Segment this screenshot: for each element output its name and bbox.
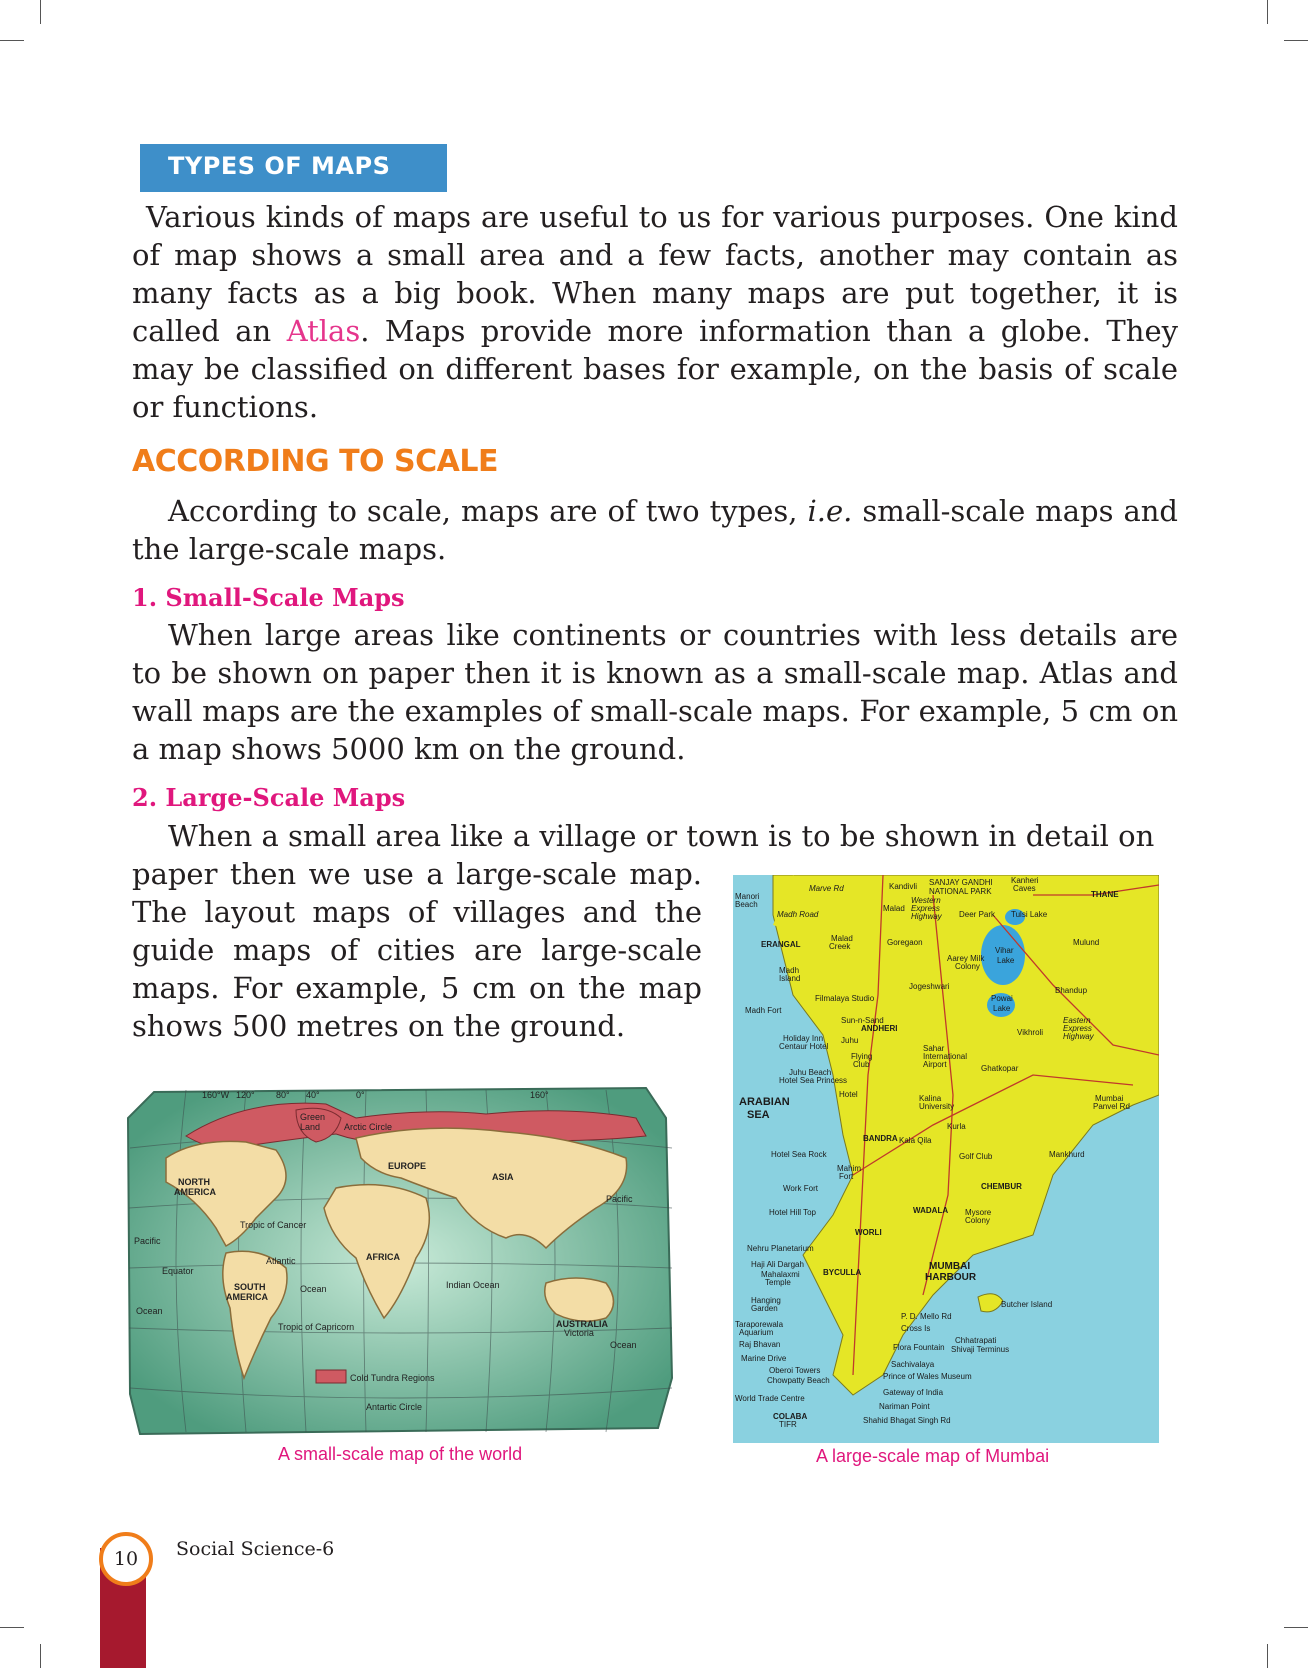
- map-label: NORTH: [178, 1177, 210, 1187]
- map-label: ANDHERI: [861, 1024, 898, 1033]
- map-label: Raj Bhavan: [739, 1340, 781, 1349]
- map-label: Eastern: [1063, 1016, 1091, 1025]
- map-label: Powai: [991, 994, 1013, 1003]
- map-label: Mulund: [1073, 938, 1100, 947]
- cold-tundra-swatch: [316, 1370, 346, 1383]
- map-label: WADALA: [913, 1206, 949, 1215]
- map-label: Golf Club: [959, 1152, 993, 1161]
- map-label: COLABA: [773, 1412, 808, 1421]
- world-map: [126, 1078, 678, 1440]
- map-label: Tropic of Capricorn: [278, 1322, 355, 1332]
- map-label: Atlantic: [266, 1256, 296, 1266]
- map-label: WORLI: [855, 1228, 882, 1237]
- map-label: Vihar: [995, 946, 1014, 955]
- map-label: Island: [779, 974, 801, 983]
- crop-mark: [1267, 0, 1268, 24]
- scale-intro-ie: i.e.: [807, 494, 853, 528]
- map-label: Highway: [1063, 1032, 1094, 1041]
- map-label: Indian Ocean: [446, 1280, 500, 1290]
- intro-text-1: Various kinds of maps are useful to us for various purposes. One kind of map shows a small area and a few facts, another may contain as many facts as a big book. When many maps are put together, it is called an: [132, 200, 1178, 348]
- map-label: Butcher Island: [1001, 1300, 1053, 1309]
- map-label: Gateway of India: [883, 1388, 944, 1397]
- map-label: Western: [911, 896, 941, 905]
- map-label: Tropic of Cancer: [240, 1220, 307, 1230]
- map-label: 160°: [530, 1090, 549, 1100]
- map-label: 120°: [236, 1090, 255, 1100]
- map-label: Juhu: [841, 1036, 859, 1045]
- map-label: AMERICA: [226, 1292, 268, 1302]
- small-scale-heading: 1. Small-Scale Maps: [132, 583, 405, 612]
- crop-mark: [40, 1644, 41, 1668]
- map-label: Oberoi Towers: [769, 1366, 821, 1375]
- vihar-lake: [981, 925, 1025, 985]
- crop-mark: [1284, 1627, 1308, 1628]
- map-label: Prince of Wales Museum: [883, 1372, 972, 1381]
- map-label: Chhatrapati: [955, 1336, 997, 1345]
- map-label: Malad: [831, 934, 853, 943]
- map-label: Sun-n-Sand: [841, 1016, 884, 1025]
- page-title: TYPES OF MAPS: [168, 152, 391, 180]
- map-label: AMERICA: [174, 1187, 216, 1197]
- map-label: Kanheri: [1011, 876, 1039, 885]
- map-label: Victoria: [564, 1328, 594, 1338]
- map-label: 0°: [356, 1090, 365, 1100]
- map-label: Beach: [735, 900, 758, 909]
- map-label: Lake: [997, 956, 1015, 965]
- map-label: Flora Fountain: [893, 1343, 945, 1352]
- map-label: ERANGAL: [761, 940, 801, 949]
- map-label: Goregaon: [887, 938, 923, 947]
- map-label: Ocean: [300, 1284, 327, 1294]
- footer-book-title: Social Science-6: [176, 1538, 335, 1560]
- crop-mark: [1284, 40, 1308, 41]
- map-label: 160°W: [202, 1090, 230, 1100]
- map-label: Cross Is: [901, 1324, 931, 1333]
- map-label: Highway: [911, 912, 942, 921]
- map-label: Garden: [751, 1304, 778, 1313]
- map-label: HARBOUR: [925, 1272, 977, 1283]
- map-label: Hotel Sea Rock: [771, 1150, 827, 1159]
- map-label: Express: [1063, 1024, 1092, 1033]
- map-label: Filmalaya Studio: [815, 994, 875, 1003]
- map-label: Colony: [965, 1216, 990, 1225]
- map-label: Lake: [993, 1004, 1011, 1013]
- map-label: Madh Road: [777, 910, 819, 919]
- map-label: Holiday Inn: [783, 1034, 824, 1043]
- page-number: 10: [99, 1532, 153, 1586]
- map-label: Malad: [883, 904, 905, 913]
- map-label: Marve Rd: [809, 884, 844, 893]
- map-label: Shivaji Terminus: [951, 1345, 1010, 1354]
- map-label: Sahar: [923, 1044, 945, 1053]
- map-label: Taraporewala: [735, 1320, 784, 1329]
- map-label: AUSTRALIA: [556, 1319, 608, 1329]
- map-label: Nehru Planetarium: [747, 1244, 814, 1253]
- map-label: Kandivli: [889, 882, 918, 891]
- map-label: Ghatkopar: [981, 1064, 1019, 1073]
- mumbai-map-caption: A large-scale map of Mumbai: [816, 1446, 1050, 1466]
- map-label: Colony: [955, 962, 980, 971]
- map-label: Kala Qila: [899, 1136, 932, 1145]
- section-title: ACCORDING TO SCALE: [132, 444, 498, 479]
- map-label: CHEMBUR: [981, 1182, 1022, 1191]
- crop-mark: [0, 1627, 24, 1628]
- map-label: Kalina: [919, 1094, 942, 1103]
- map-label: Chowpatty Beach: [767, 1376, 830, 1385]
- map-label: Deer Park: [959, 910, 996, 919]
- map-label: MUMBAI: [929, 1261, 971, 1272]
- map-label: Bhandup: [1055, 986, 1088, 995]
- map-label: Centaur Hotel: [779, 1042, 829, 1051]
- map-label: Tulsi Lake: [1011, 910, 1048, 919]
- map-label: SEA: [747, 1109, 770, 1121]
- map-label: Madh Fort: [745, 1006, 782, 1015]
- map-label: BYCULLA: [823, 1268, 862, 1277]
- map-label: Antartic Circle: [366, 1402, 423, 1412]
- scale-intro-text-1: According to scale, maps are of two types,: [168, 494, 808, 528]
- map-label: Equator: [162, 1266, 194, 1276]
- large-scale-heading: 2. Large-Scale Maps: [132, 783, 406, 812]
- map-label: Mankhurd: [1049, 1150, 1085, 1159]
- crop-mark: [40, 0, 41, 24]
- map-label: Nariman Point: [879, 1402, 930, 1411]
- small-scale-paragraph: When large areas like continents or countries with less details are to be shown on paper then it is known as a small-scale map. Atlas and wall maps are the examples of small-scale maps. For example, 5 cm on a map shows 5000 km on the ground.: [132, 618, 1178, 766]
- map-label: Fort: [839, 1172, 854, 1181]
- map-label: 40°: [306, 1090, 320, 1100]
- intro-paragraph: [132, 198, 1178, 426]
- map-label: Flying: [851, 1052, 873, 1061]
- map-label: Aarey Milk: [947, 954, 985, 963]
- map-label: Sachivalaya: [891, 1360, 935, 1369]
- map-label: P. D. Mello Rd: [901, 1312, 952, 1321]
- map-label: Panvel Rd: [1093, 1102, 1130, 1111]
- map-label: Jogeshwari: [909, 982, 950, 991]
- map-label: Mahalaxmi: [761, 1270, 800, 1279]
- map-label: Juhu Beach: [789, 1068, 832, 1077]
- map-label: NATIONAL PARK: [929, 887, 992, 896]
- map-label: Hotel Hill Top: [769, 1208, 816, 1217]
- map-label: ASIA: [492, 1172, 514, 1182]
- map-label: Ocean: [610, 1340, 637, 1350]
- map-label: University: [919, 1102, 955, 1111]
- map-label: Arctic Circle: [344, 1122, 393, 1132]
- intro-text-2: . Maps provide more information than a globe. They may be classified on different bases for example, on the basis of scale or functions.: [132, 314, 1179, 424]
- map-label: Ocean: [136, 1306, 163, 1316]
- map-label: Hanging: [751, 1296, 781, 1305]
- map-label: SANJAY GANDHI: [929, 878, 993, 887]
- map-label: Madh: [779, 966, 800, 975]
- map-label: Haji Ali Dargah: [751, 1260, 804, 1269]
- map-label: 80°: [276, 1090, 290, 1100]
- map-label: Cold Tundra Regions: [350, 1373, 435, 1383]
- atlas-term: Atlas: [286, 314, 361, 348]
- map-label: Marine Drive: [741, 1354, 787, 1363]
- map-label: Mysore: [965, 1208, 992, 1217]
- map-label: Hotel Sea Princess: [779, 1076, 848, 1085]
- map-label: Pacific: [134, 1236, 161, 1246]
- large-scale-paragraph: paper then we use a large-scale map. The layout maps of villages and the guide maps of cities are large-scale maps. For example, 5 cm on the map shows 500 metres on the ground.: [132, 857, 702, 1043]
- map-label: Shahid Bhagat Singh Rd: [863, 1416, 951, 1425]
- mumbai-map: [733, 875, 1159, 1443]
- large-scale-line-1: When a small area like a village or town is to be shown in detail on: [168, 819, 1155, 853]
- map-label: World Trade Centre: [735, 1394, 805, 1403]
- map-label: Kurla: [947, 1122, 966, 1131]
- map-label: Green: [300, 1112, 326, 1122]
- map-label: TIFR: [779, 1420, 797, 1429]
- map-label: Aquarium: [739, 1328, 774, 1337]
- map-label: THANE: [1091, 890, 1119, 899]
- map-label: Airport: [923, 1060, 947, 1069]
- map-label: Creek: [829, 942, 851, 951]
- map-label: International: [923, 1052, 968, 1061]
- map-label: Mahim: [837, 1164, 862, 1173]
- map-label: Temple: [765, 1278, 791, 1287]
- map-label: SOUTH: [234, 1282, 266, 1292]
- map-label: Manori: [735, 892, 760, 901]
- map-label: Caves: [1013, 884, 1036, 893]
- crop-mark: [0, 40, 24, 41]
- map-label: BANDRA: [863, 1134, 898, 1143]
- scale-intro-text-2: small-scale maps and the large-scale maps.: [132, 494, 1178, 566]
- map-label: Pacific: [606, 1194, 633, 1204]
- map-label: Hotel: [839, 1090, 858, 1099]
- map-label: Express: [911, 904, 940, 913]
- scale-intro-paragraph: [132, 492, 1178, 568]
- map-label: AFRICA: [366, 1252, 400, 1262]
- world-map-caption: A small-scale map of the world: [278, 1444, 523, 1464]
- map-label: Land: [300, 1122, 321, 1132]
- crop-mark: [1267, 1644, 1268, 1668]
- map-label: ARABIAN: [739, 1096, 790, 1108]
- map-label: EUROPE: [388, 1161, 427, 1171]
- map-label: Work Fort: [783, 1184, 818, 1193]
- map-label: Vikhroli: [1017, 1028, 1044, 1037]
- map-label: Club: [853, 1060, 870, 1069]
- map-label: Mumbai: [1095, 1094, 1124, 1103]
